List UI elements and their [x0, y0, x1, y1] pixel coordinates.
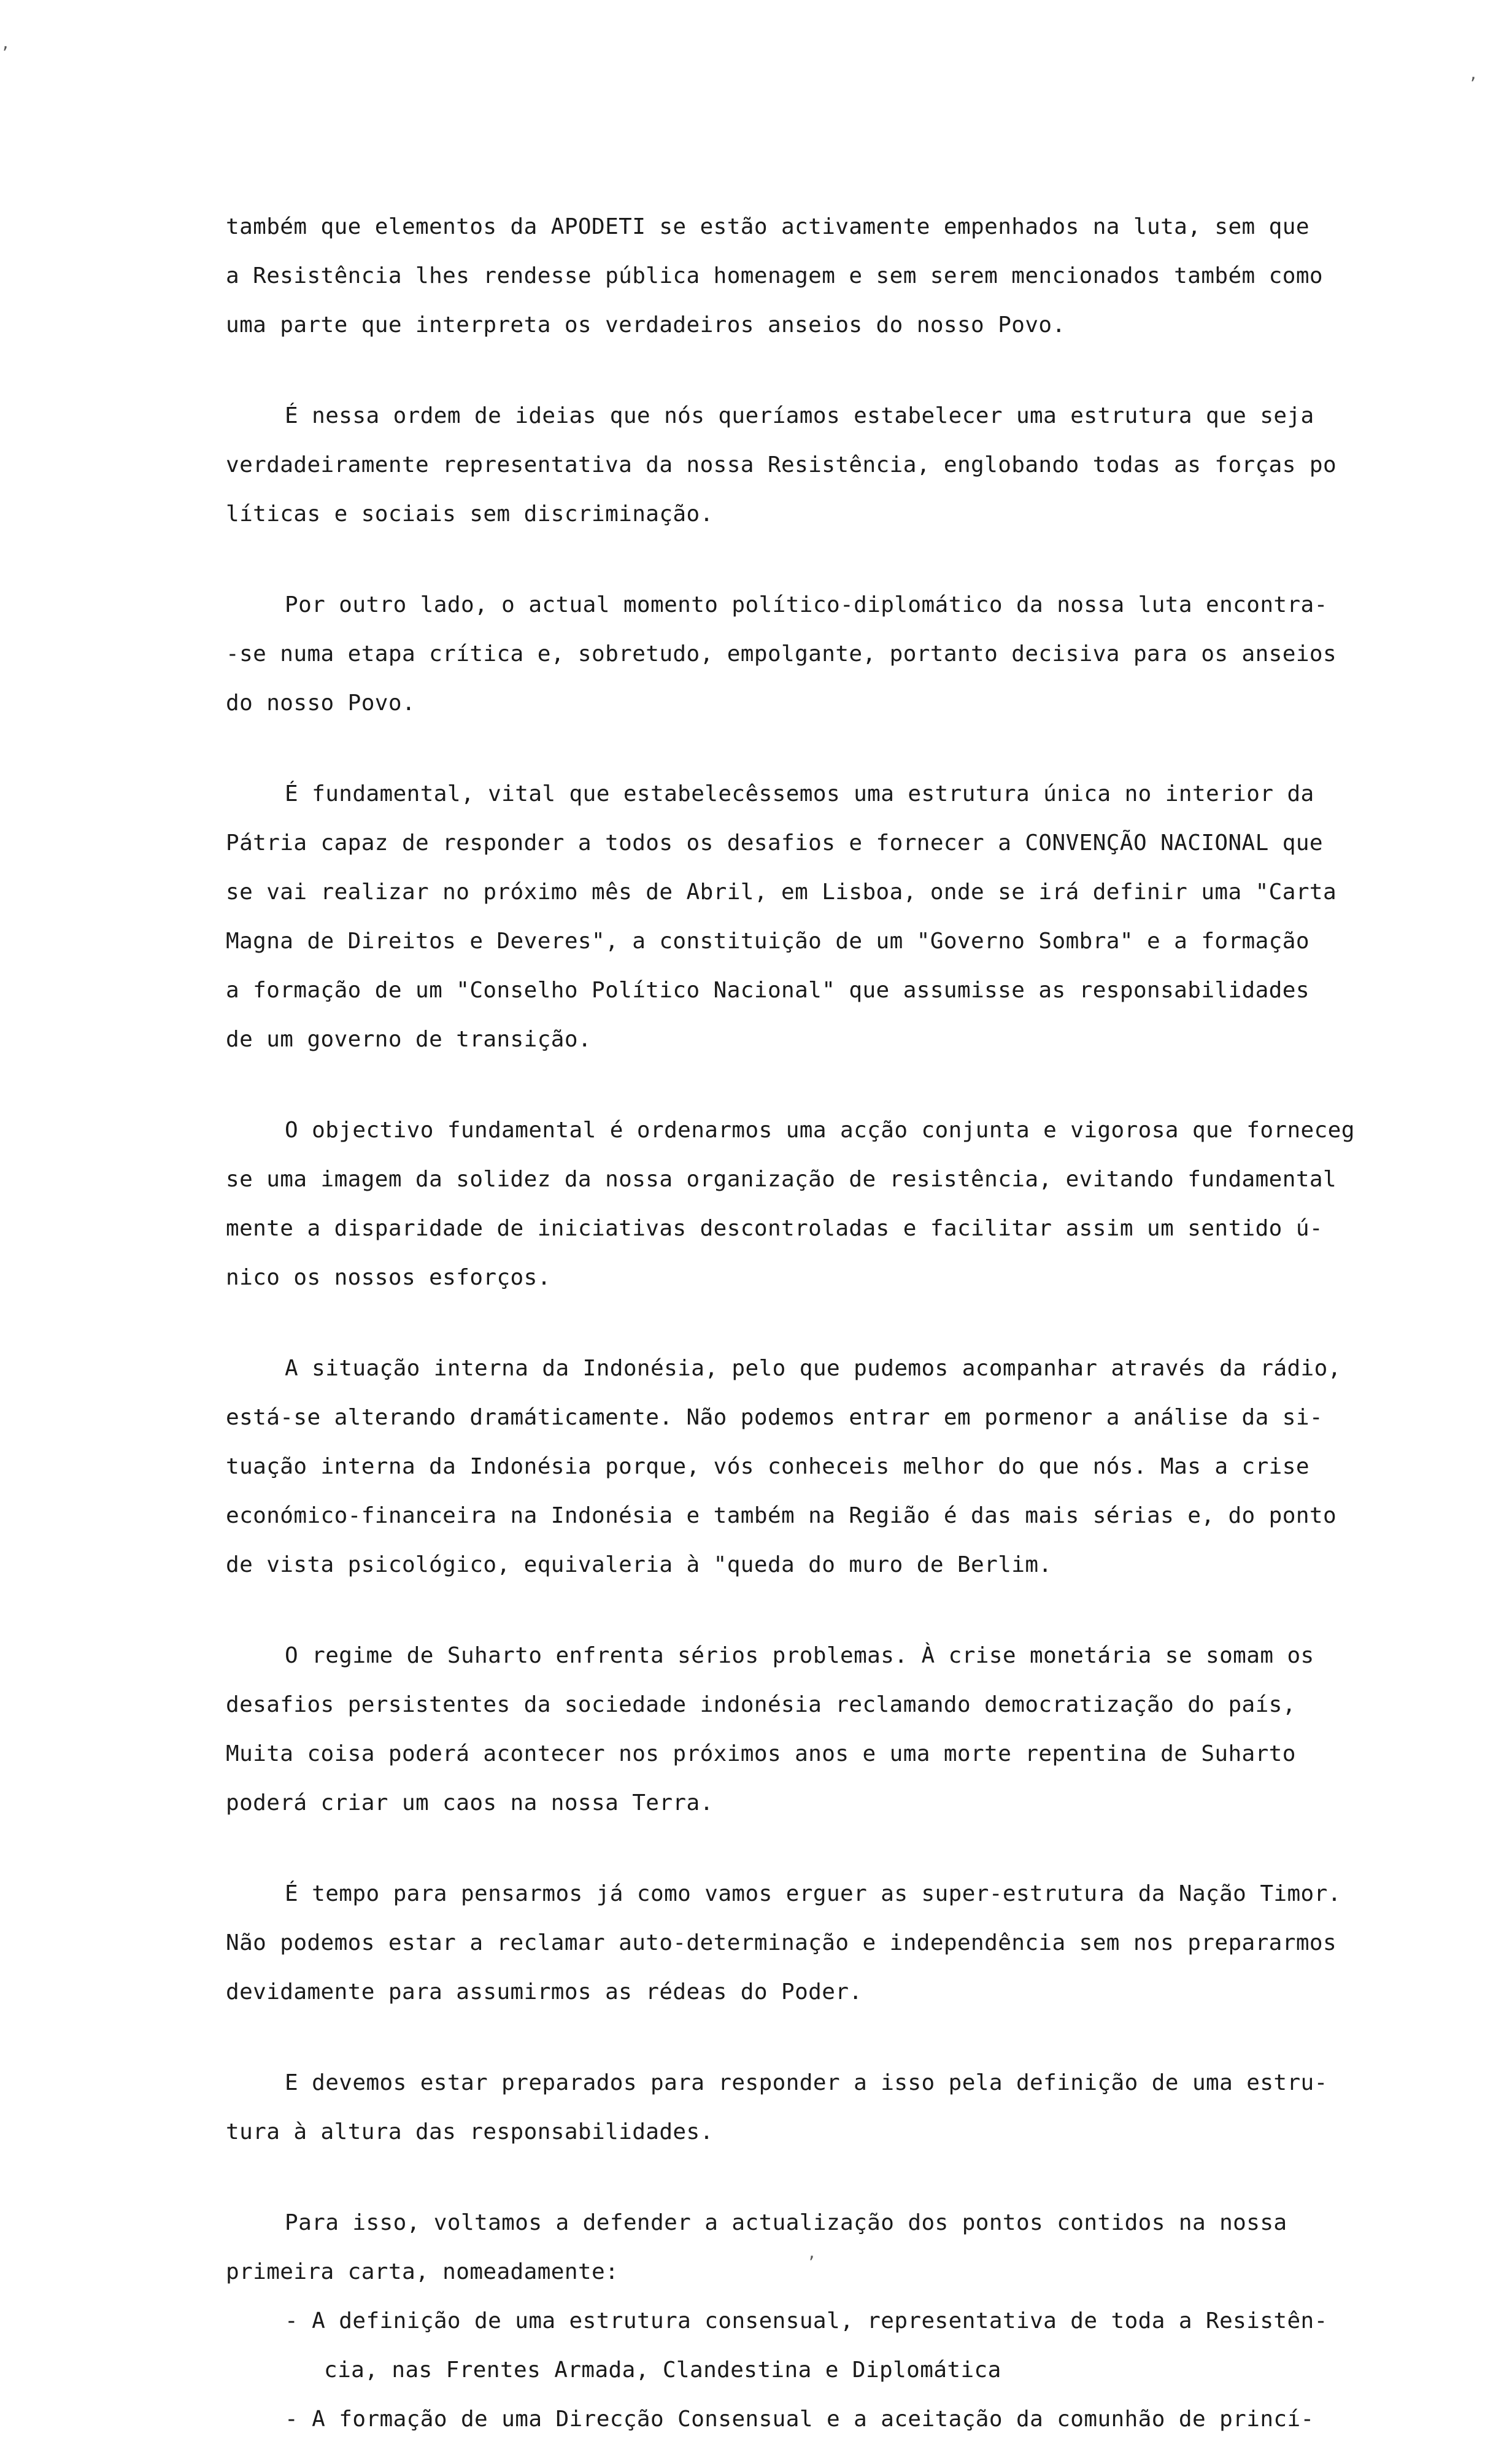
text-line: A situação interna da Indonésia, pelo que pudemos acompanhar através da rádio, [285, 1356, 1341, 1381]
bullet-marker: - [285, 2308, 299, 2334]
text-line: se vai realizar no próximo mês de Abril, em Lisboa, onde se irá definir uma "Carta [226, 880, 1337, 905]
text-line: também que elementos da APODETI se estão activamente empenhados na luta, sem que [226, 214, 1310, 239]
bullet-line: cia, nas Frentes Armada, Clandestina e Diplomática [324, 2357, 1001, 2383]
text-line: de vista psicológico, equivaleria à "queda do muro de Berlim. [226, 1552, 1052, 1577]
letter-body [226, 203, 1490, 2444]
margin-mark-bottom: , [809, 2241, 815, 2263]
text-line: Pátria capaz de responder a todos os desafios e fornecer a CONVENÇÃO NACIONAL que [226, 830, 1323, 856]
bullet-list [226, 2297, 1490, 2444]
text-line: a formação de um "Conselho Político Nacional" que assumisse as responsabilidades [226, 978, 1310, 1003]
bullet-line [226, 2395, 1490, 2444]
text-line: É tempo para pensarmos já como vamos erguer as super-estrutura da Nação Timor. [285, 1881, 1341, 1906]
text-line: Muita coisa poderá acontecer nos próximos anos e uma morte repentina de Suharto [226, 1741, 1296, 1766]
text-line: devidamente para assumirmos as rédeas do Poder. [226, 1979, 863, 2005]
text-line: Magna de Direitos e Deveres", a constituição de um "Governo Sombra" e a formação [226, 929, 1310, 954]
paragraph-1 [226, 203, 1490, 350]
text-line: Não podemos estar a reclamar auto-determinação e independência sem nos prepararmos [226, 1930, 1337, 1955]
list-item [226, 2395, 1490, 2444]
text-line: O regime de Suharto enfrenta sérios problemas. À crise monetária se somam os [285, 1643, 1314, 1668]
text-line: O objectivo fundamental é ordenarmos uma acção conjunta e vigorosa que forneceg [285, 1118, 1355, 1143]
text-line: primeira carta, nomeadamente: [226, 2259, 619, 2284]
paragraph-6 [226, 1344, 1490, 1590]
text-line: líticas e sociais sem discriminação. [226, 501, 714, 527]
text-line: E devemos estar preparados para responder a isso pela definição de uma estru- [285, 2070, 1328, 2095]
text-line: verdadeiramente representativa da nossa Resistência, englobando todas as forças po [226, 452, 1337, 478]
text-line: É nessa ordem de ideias que nós queríamos estabelecer uma estrutura que seja [285, 403, 1314, 428]
text-line: a Resistência lhes rendesse pública homenagem e sem serem mencionados também como [226, 263, 1323, 288]
text-line: Por outro lado, o actual momento político-diplomático da nossa luta encontra- [285, 592, 1328, 617]
text-line: económico-financeira na Indonésia e também na Região é das mais sérias e, do ponto [226, 1503, 1337, 1528]
text-line: Para isso, voltamos a defender a actualização dos pontos contidos na nossa [285, 2210, 1287, 2235]
text-line: do nosso Povo. [226, 690, 416, 716]
text-line: É fundamental, vital que estabelecêssemos uma estrutura única no interior da [285, 781, 1314, 806]
bullet-text: A formação de uma Direcção Consensual e a aceitação da comunhão de princí- [312, 2407, 1314, 2432]
margin-mark-right: , [1470, 63, 1476, 84]
paragraph-5 [226, 1106, 1490, 1302]
paragraph-4 [226, 770, 1490, 1064]
paragraph-10 [226, 2198, 1490, 2297]
text-line: -se numa etapa crítica e, sobretudo, empolgante, portanto decisiva para os anseios [226, 641, 1337, 667]
text-line: poderá criar um caos na nossa Terra. [226, 1790, 714, 1816]
text-line: se uma imagem da solidez da nossa organização de resistência, evitando fundamental [226, 1167, 1337, 1192]
text-line: tuação interna da Indonésia porque, vós conheceis melhor do que nós. Mas a crise [226, 1454, 1310, 1479]
paragraph-3 [226, 581, 1490, 728]
paragraph-2 [226, 392, 1490, 539]
bullet-text: A definição de uma estrutura consensual, representativa de toda a Resistên- [312, 2308, 1328, 2334]
paragraph-7 [226, 1631, 1490, 1828]
margin-mark-left: , [2, 32, 9, 53]
bullet-marker: - [285, 2407, 299, 2432]
list-item [226, 2297, 1490, 2395]
text-line: desafios persistentes da sociedade indonésia reclamando democratização do país, [226, 1692, 1296, 1717]
text-line: tura à altura das responsabilidades. [226, 2119, 714, 2144]
paragraph-8 [226, 1870, 1490, 2017]
text-line: uma parte que interpreta os verdadeiros anseios do nosso Povo. [226, 312, 1066, 338]
text-line: mente a disparidade de iniciativas descontroladas e facilitar assim um sentido ú- [226, 1216, 1323, 1241]
text-line: de um governo de transição. [226, 1027, 592, 1052]
paragraph-9 [226, 2059, 1490, 2157]
bullet-line [226, 2297, 1490, 2346]
text-line: está-se alterando dramáticamente. Não podemos entrar em pormenor a análise da si- [226, 1405, 1323, 1430]
text-line: nico os nossos esforços. [226, 1265, 551, 1290]
